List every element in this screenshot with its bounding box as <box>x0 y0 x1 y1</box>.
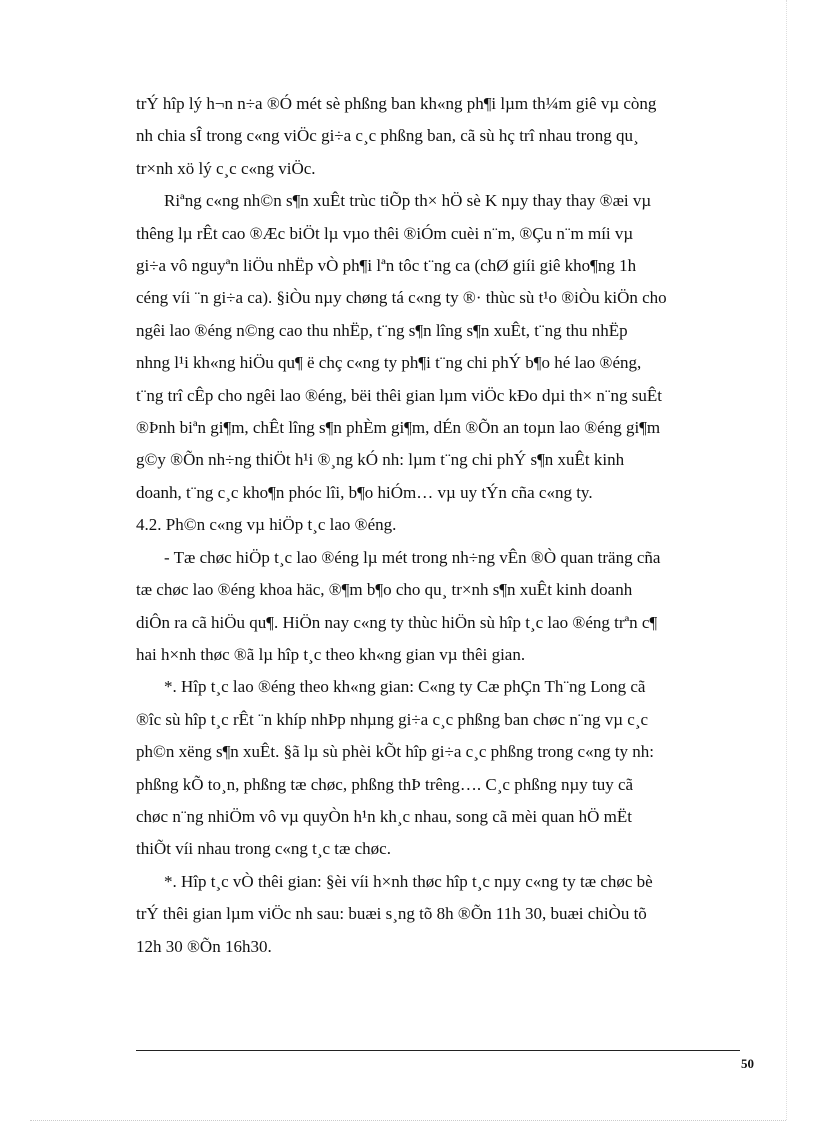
text-line: tæ chøc lao ®éng khoa häc, ®¶m b¶o cho qu¸ tr×nh s¶n xuÊt kinh doanh <box>136 580 633 600</box>
text-line: nhng l¹i kh«ng hiÖu qu¶ ë chç c«ng ty ph¶i t¨ng chi phÝ b¶o hé lao ®éng, <box>136 353 642 373</box>
text-line: t¨ng trî cÊp cho ngêi lao ®éng, bëi thêi gian lµm viÖc kÐo dµi th× n¨ng suÊt <box>136 385 663 405</box>
text-line: ngêi lao ®éng n©ng cao thu nhËp, t¨ng s¶n lîng s¶n xuÊt, t¨ng thu nhËp <box>136 320 628 340</box>
text-line: tr×nh xö lý c¸c c«ng viÖc. <box>136 158 316 178</box>
text-line: trÝ thêi gian lµm viÖc nh sau: buæi s¸ng tõ 8h ®Õn 11h 30, buæi chiÒu tõ <box>136 904 647 924</box>
text-line: hai h×nh thøc ®ã lµ hîp t¸c theo kh«ng gian vµ thêi gian. <box>136 644 526 664</box>
page-edge-right <box>786 0 787 1120</box>
paragraph-4 <box>136 671 740 865</box>
footer-divider <box>136 1050 740 1051</box>
text-line: gi÷a vô nguyªn liÖu nhËp vÒ ph¶i lªn tôc t¨ng ca (chØ giíi giê kho¶ng 1h <box>136 256 637 276</box>
text-line: *. Hîp t¸c lao ®éng theo kh«ng gian: C«ng ty Cæ phÇn Th¨ng Long cã <box>164 677 646 697</box>
text-line: - Tæ chøc hiÖp t¸c lao ®éng lµ mét trong nh÷ng vÊn ®Ò quan träng cña <box>164 547 661 567</box>
page-number: 50 <box>741 1056 754 1071</box>
text-line: chøc n¨ng nhiÖm vô vµ quyÒn h¹n kh¸c nhau, song cã mèi quan hÖ mËt <box>136 806 632 826</box>
text-line: ph©n xëng s¶n xuÊt. §ã lµ sù phèi kÕt hîp gi÷a c¸c phßng trong c«ng ty nh: <box>136 742 655 762</box>
text-line: céng víi ¨n gi÷a ca). §iÒu nµy chøng tá c«ng ty ®· thùc sù t¹o ®iÒu kiÖn cho <box>136 288 667 308</box>
text-line: trÝ hîp lý h¬n n÷a ®Ó mét sè phßng ban kh«ng ph¶i lµm th¼m giê vµ còng <box>136 94 657 113</box>
text-line: doanh, t¨ng c¸c kho¶n phóc lîi, b¶o hiÓm… vµ uy tÝn cña c«ng ty. <box>136 482 593 502</box>
text-line: phßng kÕ to¸n, phßng tæ chøc, phßng thÞ trêng…. C¸c phßng nµy tuy cã <box>136 774 634 794</box>
paragraph-5 <box>136 866 740 963</box>
text-line: 12h 30 ®Õn 16h30. <box>136 936 272 956</box>
text-line: nh chia sÎ trong c«ng viÖc gi÷a c¸c phßng ban, cã sù hç trî nhau trong qu¸ <box>136 126 639 146</box>
text-line: thêng lµ rÊt cao ®Æc biÖt lµ vµo thêi ®iÓm cuèi n¨m, ®Çu n¨m míi vµ <box>136 223 634 243</box>
paragraph-1 <box>136 88 740 185</box>
text-line: ®îc sù hîp t¸c rÊt ¨n khíp nhÞp nhµng gi÷a c¸c phßng ban chøc n¨ng vµ c¸c <box>136 709 649 729</box>
text-line: g©y ®Õn nh÷ng thiÖt h¹i ®¸ng kÓ nh: lµm t¨ng chi phÝ s¶n xuÊt kinh <box>136 450 625 470</box>
paragraph-3 <box>136 542 740 672</box>
paragraph-2 <box>136 185 740 509</box>
text-line: Riªng c«ng nh©n s¶n xuÊt trùc tiÕp th× hÖ sè K nµy thay thay ®æi vµ <box>164 191 652 211</box>
body-text <box>136 88 740 963</box>
page-edge-bottom <box>30 1120 786 1121</box>
section-heading: 4.2. Ph©n c«ng vµ hiÖp t¸c lao ®éng. <box>136 515 397 535</box>
text-line: *. Hîp t¸c vÒ thêi gian: §èi víi h×nh thøc hîp t¸c nµy c«ng ty tæ chøc bè <box>164 871 653 891</box>
text-line: thiÕt víi nhau trong c«ng t¸c tæ chøc. <box>136 839 391 859</box>
text-line: ®Þnh biªn gi¶m, chÊt lîng s¶n phÈm gi¶m, dÉn ®Õn an toµn lao ®éng gi¶m <box>136 418 661 438</box>
text-line: diÔn ra cã hiÖu qu¶. HiÖn nay c«ng ty thùc hiÖn sù hîp t¸c lao ®éng trªn c¶ <box>136 612 658 632</box>
